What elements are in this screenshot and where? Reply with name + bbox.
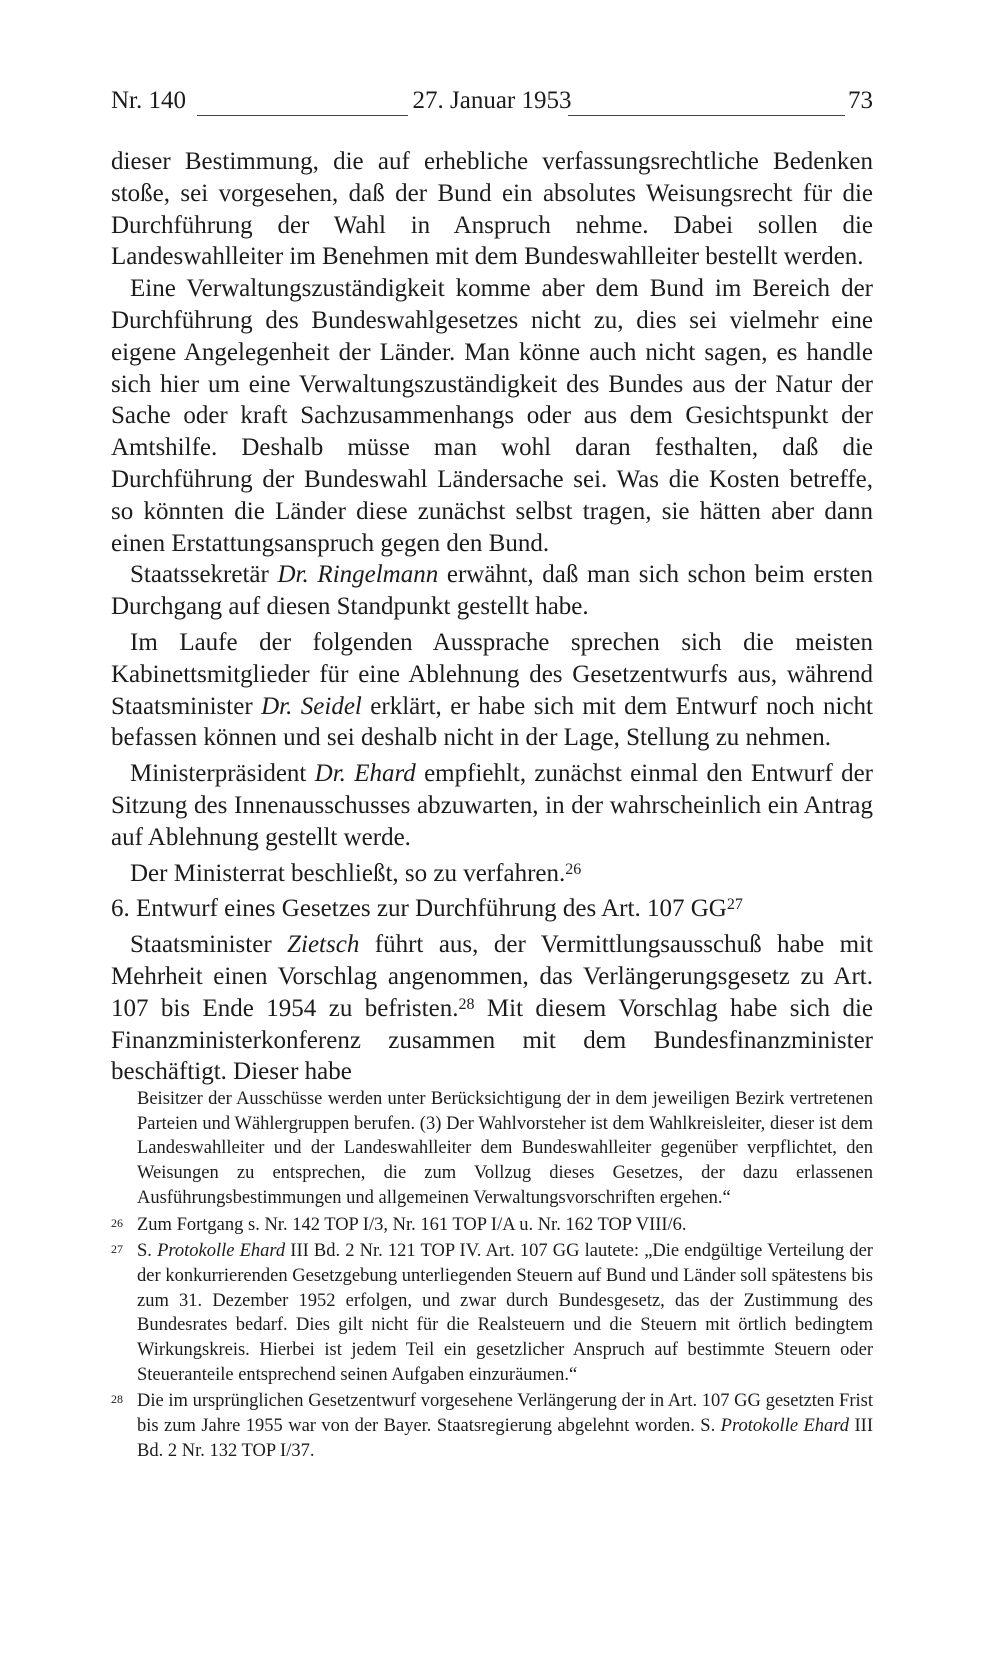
paragraph: Eine Verwaltungszuständigkeit komme aber dem Bund im Bereich der Durchführung des Bundeswahlgesetzes nicht zu, dies sei vielmehr eine eigene Angelegenheit der Länder. Man könne auch nicht sagen, es handle sich hier um eine Verwaltungszuständigkeit des Bundes aus der Natur der Sache oder kraft Sachzusammenhangs oder aus dem Gesichtspunkt der Amtshilfe. Deshalb müsse man wohl daran festhalten, daß die Durchführung der Bundeswahl Ländersache sei. Was die Kosten betreffe, so könnten die Länder diese zunächst selbst tragen, sie hätten aber dann einen Erstattungsanspruch gegen den Bund.: [111, 275, 873, 557]
paragraph: [111, 929, 873, 1088]
person-name: Dr. Ehard: [314, 760, 416, 788]
text-run: führt aus, der Vermittlungsausschuß habe mit Mehrheit einen Vorschlag angenommen, das Verlängerungsgesetz zu Art. 107 bis Ende 1954 zu befristen.: [111, 931, 874, 1022]
footnote-ref: 26: [565, 860, 582, 878]
text-run: Staatsminister: [130, 931, 288, 959]
text-run: III Bd. 2 Nr. 132 TOP I/37.: [137, 1416, 873, 1461]
text-run: 6. Entwurf eines Gesetzes zur Durchführung des Art. 107 GG: [111, 895, 727, 923]
header-date: 27. Januar 1953: [412, 87, 572, 114]
citation-title: Protokolle Ehard: [157, 1241, 286, 1262]
text-run: Ministerpräsident: [130, 760, 315, 788]
text-run: Der Ministerrat beschließt, so zu verfahren.: [130, 859, 566, 887]
paragraph: [111, 758, 873, 853]
document-number: Nr. 140: [111, 87, 186, 114]
text-run: empfiehlt, zunächst einmal den Entwurf der Sitzung des Innenausschusses abzuwarten, in der wahrscheinlich ein Antrag auf Ablehnung gestellt werde.: [111, 760, 873, 851]
text-run: erwähnt, daß man sich schon beim ersten Durchgang auf diesen Standpunkt gestellt habe.: [111, 561, 873, 621]
text-run: S.: [137, 1241, 158, 1262]
footnote-number: 26: [111, 1215, 123, 1230]
resolution-paragraph: [111, 858, 873, 890]
paragraph: [111, 627, 873, 754]
header-rule-right: [568, 115, 845, 116]
main-text: [111, 146, 873, 1088]
text-run: Mit diesem Vorschlag habe sich die Finanzministerkonferenz zusammen mit dem Bundesfinanzminister beschäftigt. Dieser habe: [111, 994, 874, 1086]
running-header: [111, 84, 873, 118]
footnote-27: [111, 1239, 873, 1387]
footnotes: [111, 1087, 873, 1464]
person-name: Dr. Seidel: [261, 692, 362, 720]
person-name: Zietsch: [287, 931, 360, 959]
paragraph: dieser Bestimmung, die auf erhebliche verfassungsrechtliche Bedenken stoße, sei vorgesehen, daß der Bund ein absolutes Weisungsrecht für die Durchführung der Wahl in Anspruch nehme. Dabei sollen die Landeswahlleiter im Benehmen mit dem Bundeswahlleiter bestellt werden.: [111, 148, 873, 271]
paragraph: [111, 559, 873, 623]
agenda-item-heading: [111, 893, 873, 925]
footnote-28: [111, 1389, 873, 1463]
footnote-continuation: Beisitzer der Ausschüsse werden unter Berücksichtigung der in dem jeweiligen Bezirk vertretenen Parteien und Wählergruppen berufen. (3) Der Wahlvorsteher ist dem Wahlkreisleiter, dieser ist dem Landeswahlleiter und der Landeswahlleiter dem Bundeswahlleiter gegenüber verpflichtet, den Weisungen zu entsprechen, die zum Vollzug dieses Gesetzes, der dazu erlassenen Ausführungsbestimmungen und allgemeinen Verwaltungsvorschriften ergehen.“: [137, 1089, 873, 1208]
text-run: Staatssekretär: [130, 561, 278, 589]
header-rule-left: [197, 115, 408, 116]
person-name: Dr. Ringelmann: [277, 561, 439, 589]
citation-title: Protokolle Ehard: [720, 1416, 850, 1437]
text-run: erklärt, er habe sich mit dem Entwurf noch nicht befassen können und sei deshalb nicht in der Lage, Stellung zu nehmen.: [111, 692, 873, 752]
footnote-number: 27: [111, 1242, 123, 1257]
footnote-26: [111, 1213, 873, 1238]
text-run: Die im ursprünglichen Gesetzentwurf vorgesehene Verlängerung der in Art. 107 GG gesetzten Frist bis zum Jahre 1955 war von der Bayer. Staatsregierung abgelehnt worden. S.: [137, 1391, 873, 1437]
page-number: 73: [848, 87, 873, 114]
footnote-number: 28: [111, 1392, 123, 1407]
footnote-ref: 27: [726, 896, 743, 914]
footnote-ref: 28: [458, 995, 475, 1013]
text-run: Im Laufe der folgenden Aussprache sprechen sich die meisten Kabinettsmitglieder für eine Ablehnung des Gesetzentwurfs aus, während Staatsminister: [111, 628, 873, 720]
text-run: Zum Fortgang s. Nr. 142 TOP I/3, Nr. 161 TOP I/A u. Nr. 162 TOP VIII/6.: [137, 1214, 687, 1235]
text-run: III Bd. 2 Nr. 121 TOP IV. Art. 107 GG lautete: „Die endgültige Verteilung der der konkurrierenden Gesetzgebung unterliegenden Steuern auf Bund und Länder soll spätestens bis zum 31. Dezember 1952 erfolgen, und zwar durch Bundesgesetz, das der Zustimmung des Bundesrates bedarf. Dies gilt nicht für die Realsteuern und die Steuern mit örtlich bedingtem Wirkungskreis. Hierbei ist jedem Teil ein gesetzlicher Anspruch auf bestimmte Steuern oder Steueranteile entsprechend seinen Aufgaben einzuräumen.“: [137, 1241, 873, 1385]
